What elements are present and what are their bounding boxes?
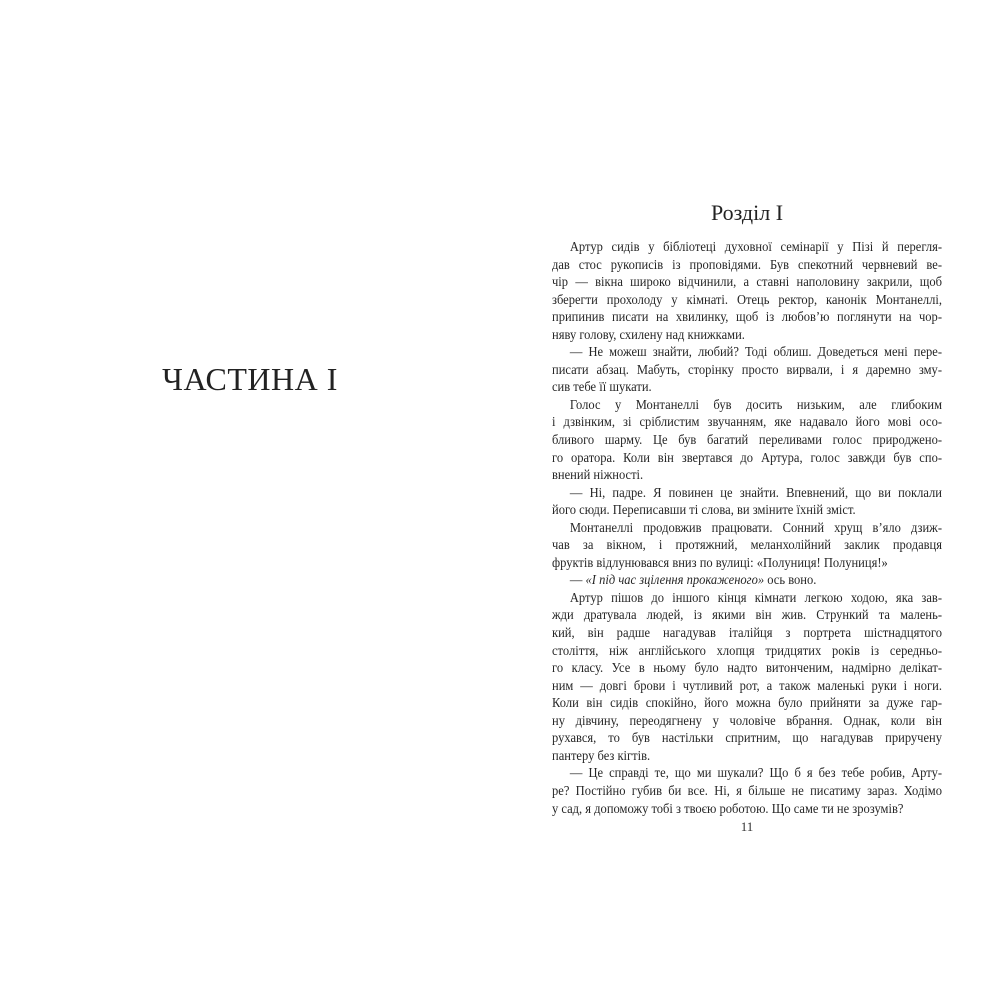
text-segment: — [569, 573, 586, 589]
text-line: Голос у Монтанеллі був досить низьким, але глибоким [569, 397, 943, 413]
text-line: пантеру без кігтів. [552, 748, 651, 764]
text-line: — Ні, падре. Я повинен це знайти. Впевнений, що ви поклали [569, 485, 943, 501]
paragraph [552, 344, 942, 397]
chapter-title: Розділ I [710, 200, 784, 225]
paragraph [552, 765, 942, 818]
paragraph [552, 520, 942, 573]
text-line: сив тебе її шукати. [552, 380, 652, 396]
body-text [552, 239, 942, 818]
text-line: припинив писати на хвилинку, щоб із любов’ю поглянути на чор- [552, 310, 943, 326]
text-line: Артур пішов до іншого кінця кімнати легкою ходою, яка зав- [569, 590, 943, 606]
text-line: і дзвінким, зі сріблистим звучанням, яке надавало його мові осо- [552, 415, 943, 431]
text-line: чав за вікном, і протяжний, меланхолійний заклик продавця [552, 538, 943, 554]
text-line: ре? Постійно губив би все. Ні, я більше не писатиму зараз. Ходімо [552, 783, 943, 799]
right-page [500, 0, 1000, 1000]
text-line: — Не можеш знайти, любий? Тоді облиш. Доведеться мені пере- [569, 345, 943, 361]
text-line: Коли він сидів спокійно, його можна було прийняти за дуже гар- [552, 696, 943, 712]
text-line: жди дратувала людей, із якими він жив. Стрункий та малень- [552, 608, 943, 624]
text-line: няву голову, схилену над книжками. [552, 327, 745, 343]
paragraph [552, 397, 942, 485]
text-line: Артур сидів у бібліотеці духовної семінарії у Пізі й перегля- [569, 240, 943, 255]
text-line: століття, ніж англійського хлопця тридцятих років із середньо- [552, 643, 943, 659]
paragraph [552, 590, 942, 765]
text-line: бливого шарму. Це був багатий переливами голос природжено- [552, 433, 943, 449]
page-number: 11 [740, 819, 754, 834]
text-line: дав стос рукописів із проповідями. Був спекотний червневий ве- [552, 257, 943, 273]
paragraph [552, 239, 942, 344]
text-line: фруктів відлунювався вниз по вулиці: «Полуниця! Полуниця!» [552, 555, 888, 571]
text-line: кий, він радше нагадував італійця з портрета шістнадцятого [552, 626, 943, 642]
text-line: ним — довгі брови і чутливий рот, а також маленькі руки і ноги. [552, 678, 943, 694]
text-line [552, 572, 942, 590]
text-line: у сад, я допоможу тобі з твоєю роботою. Що саме ти не зрозумів? [552, 801, 904, 817]
italic-quote-text: «І під час зцілення прокаженого» [585, 573, 765, 589]
text-line: ну дівчину, переодягнену у чоловіче вбрання. Однак, коли він [552, 713, 943, 729]
text-line: рухався, то був настільки спритним, що нагадував приручену [552, 731, 943, 747]
text-segment: ось воно. [764, 573, 817, 589]
text-line: чір — вікна широко відчинили, а ставні наполовину закрили, щоб [552, 275, 943, 291]
paragraph [552, 572, 942, 590]
part-title: ЧАСТИНА I [162, 361, 338, 397]
text-line: внений ніжності. [552, 468, 644, 484]
text-line: зберегти прохолоду у кімнаті. Отець ректор, канонік Монтанеллі, [552, 292, 943, 308]
text-line: писати абзац. Мабуть, сторінку просто вирвали, і я даремно зму- [552, 362, 943, 378]
text-line: — Це справді те, що ми шукали? Що б я без тебе робив, Арту- [569, 766, 943, 782]
paragraph [552, 485, 942, 520]
text-line: го оратора. Коли він звертався до Артура, голос завжди був спо- [552, 450, 943, 466]
text-line: го класу. Усе в ньому було надто витонченим, надмірно делікат- [552, 661, 943, 677]
text-column [552, 202, 942, 862]
text-line: Монтанеллі продовжив працювати. Сонний хрущ в’яло дзиж- [569, 520, 943, 536]
text-line: його сюди. Переписавши ті слова, ви зміните їхній зміст. [552, 503, 856, 519]
